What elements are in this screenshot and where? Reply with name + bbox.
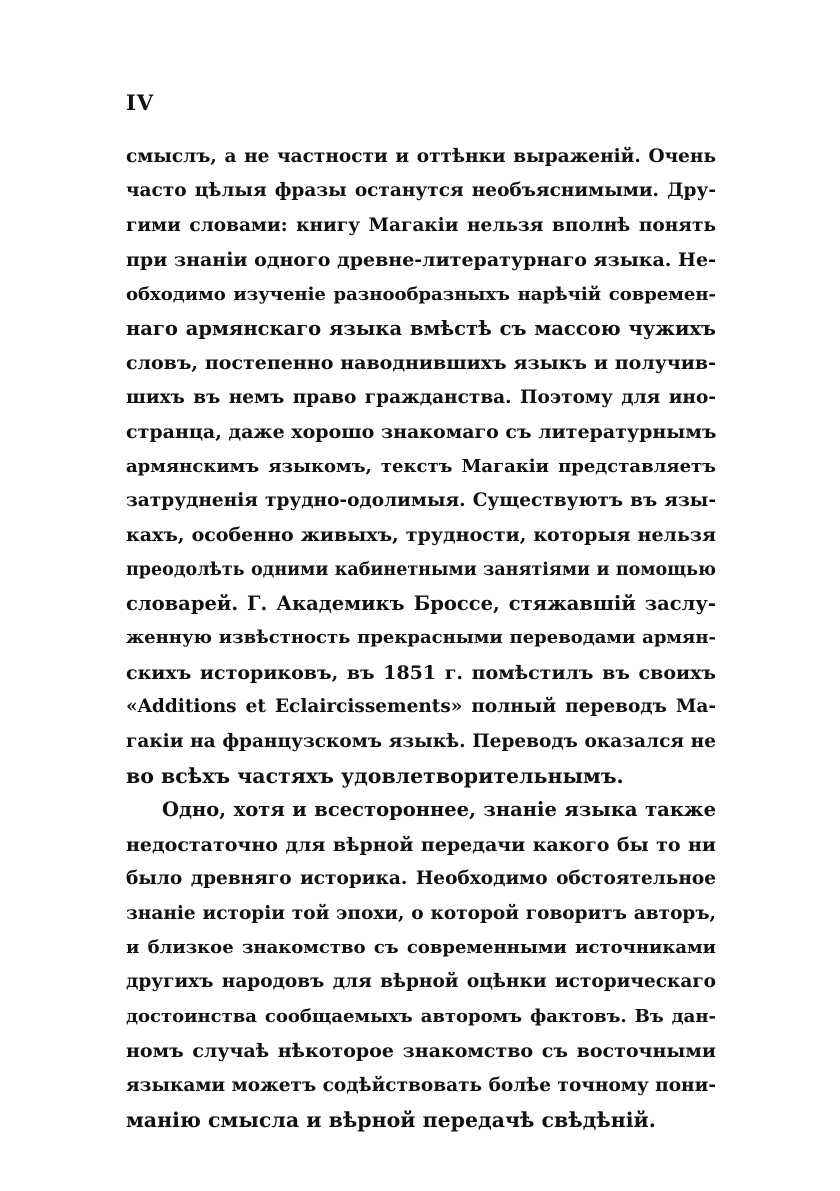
text-line: номъ случаѣ нѣкоторое знакомство съ восточными bbox=[126, 1040, 716, 1063]
page-number: IV bbox=[126, 90, 155, 115]
text-line: гими словами: книгу Магакіи нельзя вполнѣ понять bbox=[126, 214, 716, 236]
text-line: словъ, постепенно наводнившихъ языкъ и получив- bbox=[126, 352, 716, 375]
body-text bbox=[126, 140, 716, 1137]
text-line: странца, даже хорошо знакомаго съ литературнымъ bbox=[126, 421, 716, 444]
text-line: и близкое знакомство съ современными источниками bbox=[126, 936, 716, 958]
text-line: часто цѣлыя фразы останутся необъяснимыми. Дру- bbox=[126, 180, 716, 202]
text-line: шихъ въ немъ право гражданства. Поэтому для ино- bbox=[126, 386, 716, 408]
text-line: кахъ, особенно живыхъ, трудности, которыя нельзя bbox=[126, 524, 716, 547]
text-line: обходимо изученіе разнообразныхъ нарѣчій современ- bbox=[126, 283, 716, 305]
text-line: было древняго историка. Необходимо обстоятельное bbox=[126, 868, 716, 890]
text-line: «Additions et Eclaircissements» полный переводъ Ма- bbox=[126, 696, 716, 718]
text-line: достоинства сообщаемыхъ авторомъ фактовъ. Въ дан- bbox=[126, 1005, 716, 1027]
text-line: во всѣхъ частяхъ удовлетворительнымъ. bbox=[126, 764, 624, 789]
text-line: языками можетъ содѣйствовать болѣе точному пони- bbox=[126, 1074, 716, 1096]
text-line: Одно, хотя и всестороннее, знаніе языка также bbox=[162, 798, 716, 822]
text-line: словарей. Г. Академикъ Броссе, стяжавшій заслу- bbox=[126, 592, 716, 616]
text-line: недостаточно для вѣрной передачи какого бы то ни bbox=[126, 833, 716, 856]
text-line: наго армянскаго языка вмѣстѣ съ массою чужихъ bbox=[126, 316, 716, 340]
text-line: гакіи на французскомъ языкѣ. Переводъ оказался не bbox=[126, 730, 716, 752]
text-line: преодолѣть одними кабинетными занятіями и помощью bbox=[126, 559, 716, 580]
text-line: женную извѣстность прекрасными переводами армян- bbox=[126, 627, 716, 649]
text-line: при знаніи одного древне-литературнаго языка. Не- bbox=[126, 249, 716, 272]
text-line: затрудненія трудно-одолимыя. Существуютъ въ язы- bbox=[126, 489, 716, 511]
text-line: армянскимъ языкомъ, текстъ Магакіи представляетъ bbox=[126, 455, 716, 477]
paragraph-1 bbox=[126, 140, 716, 793]
text-line: другихъ народовъ для вѣрной оцѣнки историческаго bbox=[126, 971, 716, 993]
paragraph-2 bbox=[126, 793, 716, 1137]
text-line: скихъ историковъ, въ 1851 г. помѣстилъ въ своихъ bbox=[126, 661, 716, 684]
text-line: смыслъ, а не частности и оттѣнки выраженій. Очень bbox=[126, 146, 716, 167]
text-line: знаніе исторіи той эпохи, о которой говоритъ авторъ, bbox=[126, 902, 716, 924]
text-line: манію смысла и вѣрной передачѣ свѣдѣній. bbox=[126, 1107, 656, 1132]
